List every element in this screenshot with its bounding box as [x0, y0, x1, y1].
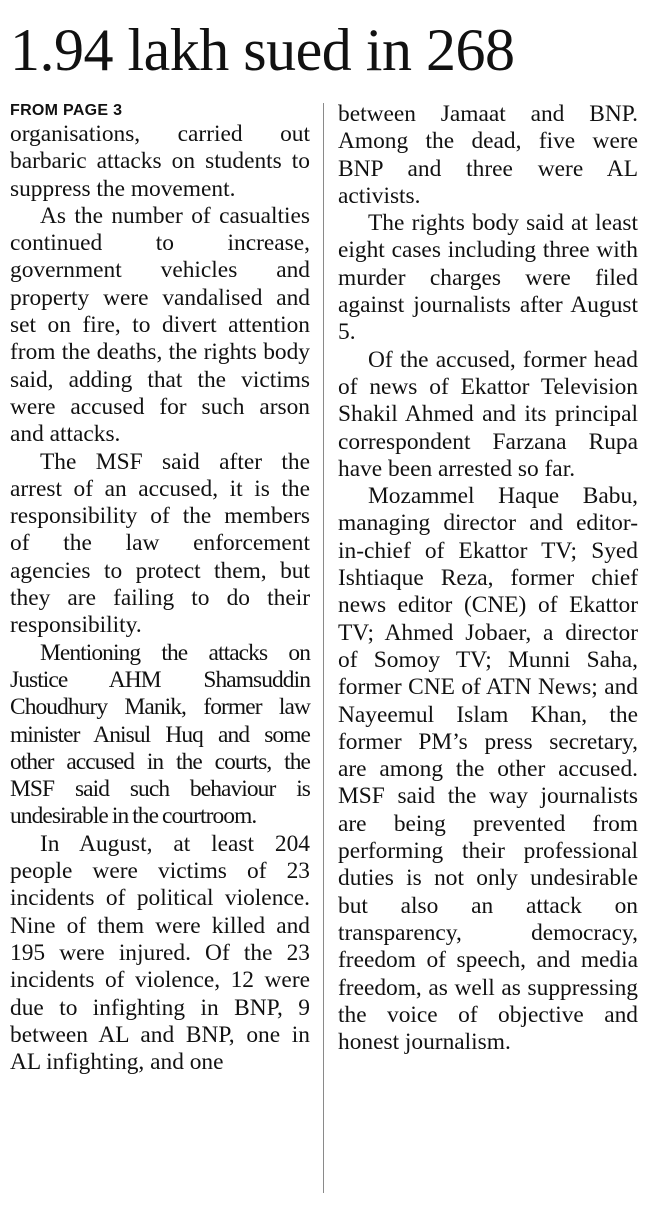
paragraph: Of the accused, former head of news of Ekattor Television Shakil Ahmed and its principal correspondent Farzana Rupa have been arrested so far. [338, 346, 638, 482]
paragraph: In August, at least 204 people were victims of 23 incidents of political violence. Nine of them were killed and 195 were injured. Of the 23 incidents of violence, 12 were due to infighting in BNP, 9 between AL and BNP, one in AL infighting, and one [10, 830, 310, 1076]
left-column [10, 101, 310, 1076]
column-divider [323, 103, 324, 1193]
paragraph: The MSF said after the arrest of an accused, it is the responsibility of the members of the law enforcement agencies to protect them, but they are failing to do their responsibility. [10, 448, 310, 639]
paragraph: organisations, carried out barbaric attacks on students to suppress the movement. [10, 121, 310, 202]
paragraph: As the number of casualties continued to increase, government vehicles and property were vandalised and set on fire, to divert attention from the deaths, the rights body said, adding that the victims were accused for such arson and attacks. [10, 202, 310, 448]
right-column [338, 101, 638, 1056]
headline: 1.94 lakh sued in 268 [10, 17, 515, 83]
continued-from-kicker: FROM PAGE 3 [10, 102, 123, 119]
paragraph: The rights body said at least eight cases including three with murder charges were filed against journalists after August 5. [338, 210, 638, 346]
paragraph: Mozammel Haque Babu, managing director and editor-in-chief of Ekattor TV; Syed Ishtiaque Reza, former chief news editor (CNE) of Ekattor TV; Ahmed Jobaer, a director of Somoy TV; Munni Saha, former CNE of ATN News; and Nayeemul Islam Khan, the former PM’s press secretary, are among the other accused. MSF said the way journalists are being prevented from performing their professional duties is not only undesirable but also an attack on transparency, democracy, freedom of speech, and media freedom, as well as suppressing the voice of objective and honest journalism. [338, 483, 638, 1056]
paragraph: Mentioning the attacks on Justice AHM Shamsuddin Choudhury Manik, former law minister Anisul Huq and some other accused in the courts, the MSF said such behaviour is undesirable in the courtroom. [10, 639, 310, 830]
paragraph: between Jamaat and BNP. Among the dead, five were BNP and three were AL activists. [338, 101, 638, 209]
